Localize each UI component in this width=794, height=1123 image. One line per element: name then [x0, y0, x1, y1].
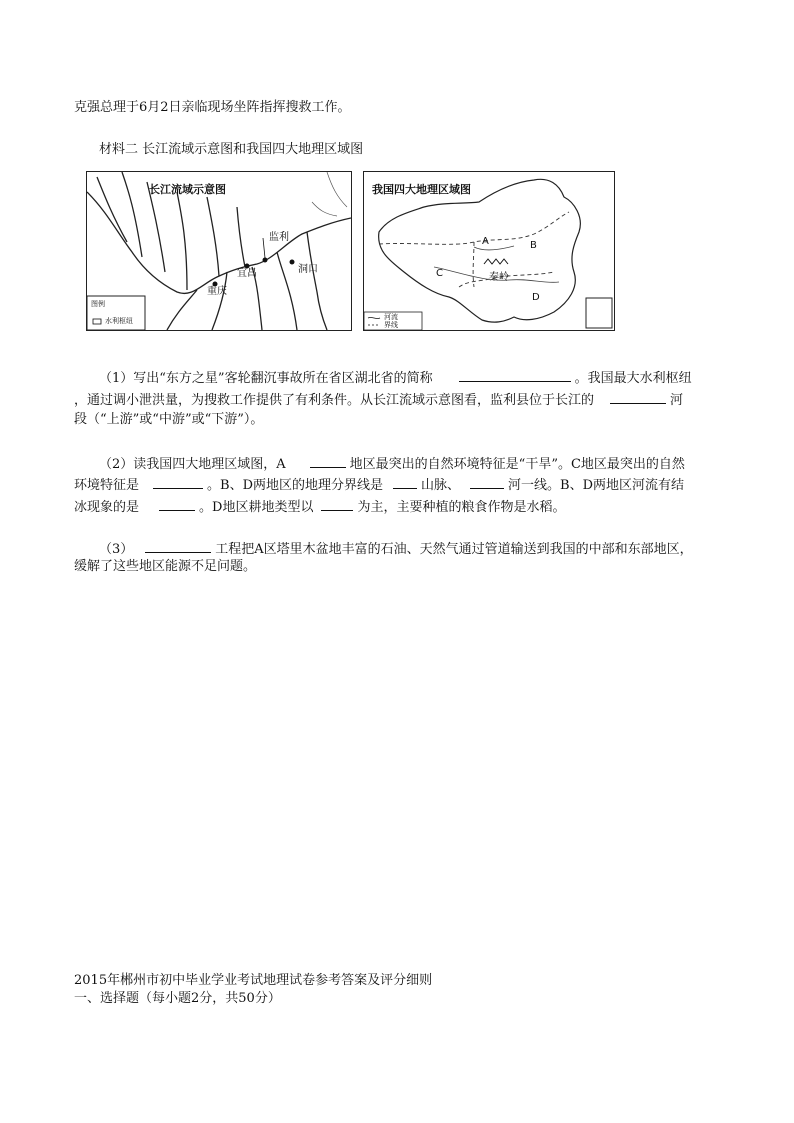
map2-legend-river: 河流	[384, 313, 398, 321]
q1-blank-river-section[interactable]	[610, 390, 666, 404]
map1-legend-item: 水利枢纽	[105, 317, 133, 325]
q2-line2	[74, 475, 684, 495]
map1-place-yichang: 宜昌	[237, 268, 257, 279]
map1-place-chongqing: 重庆	[207, 286, 227, 297]
q2-line1	[99, 454, 685, 474]
dongkou-marker	[290, 260, 295, 265]
china-regions-map	[363, 171, 615, 331]
q2-text-e: 山脉、	[421, 478, 461, 493]
intro-text: 克强总理于6月2日亲临现场坐阵指挥搜救工作。	[74, 100, 351, 115]
q3-line2: 缓解了这些地区能源不足问题。	[74, 559, 257, 574]
q1-line1	[99, 368, 692, 388]
jianli-marker	[263, 258, 268, 263]
q1-text-a: （1）写出“东方之星”客轮翻沉事故所在省区湖北省的简称	[99, 371, 433, 386]
q3-text-b: 工程把A区塔里木盆地丰富的石油、天然气通过管道输送到我国的中部和东部地区，	[215, 542, 693, 557]
q1-line3: 段（“上游”或“中游”或“下游”）。	[74, 412, 264, 427]
q2-text-a: （2）读我国四大地理区域图，A	[99, 457, 286, 472]
region-label-c: C	[436, 268, 443, 279]
answer-title: 2015年郴州市初中毕业学业考试地理试卷参考答案及评分细则	[74, 973, 433, 988]
map2-legend-boundary: 界线	[384, 321, 398, 329]
yangtze-basin-map	[86, 171, 352, 331]
map1-place-jianli: 监利	[269, 232, 289, 243]
q2-text-g: 冰现象的是	[74, 500, 140, 515]
q2-text-c: 环境特征是	[74, 478, 140, 493]
q2-text-b: 地区最突出的自然环境特征是“干旱”。C地区最突出的自然	[349, 457, 685, 472]
q2-blank-mountain[interactable]	[393, 475, 417, 489]
map1-legend-title: 图例	[91, 300, 105, 308]
q2-blank-farmland[interactable]	[321, 497, 353, 511]
q1-line2	[74, 390, 683, 410]
map2-title: 我国四大地理区域图	[372, 183, 471, 196]
region-label-a: A	[482, 236, 489, 247]
q2-text-h: 。D地区耕地类型以	[199, 500, 314, 515]
q2-blank-ice-region[interactable]	[159, 497, 195, 511]
q3-blank-project[interactable]	[145, 539, 211, 553]
answer-section-heading: 一、选择题（每小题2分，共50分）	[74, 991, 281, 1006]
q2-line3	[74, 497, 565, 517]
q3-text-a: （3）	[99, 542, 134, 557]
q2-text-f: 河一线。B、D两地区河流有结	[508, 478, 684, 493]
q3-line1	[99, 539, 693, 559]
q2-blank-river[interactable]	[470, 475, 504, 489]
q1-text-d: 河	[670, 393, 684, 408]
map1-title: 长江流域示意图	[149, 183, 226, 196]
region-label-b: B	[530, 240, 537, 251]
q2-text-d: 。B、D两地区的地理分界线是	[207, 478, 383, 493]
q2-text-i: 为主，主要种植的粮食作物是水稻。	[357, 500, 566, 515]
q1-blank-abbreviation[interactable]	[459, 368, 571, 382]
material-two-title: 材料二 长江流域示意图和我国四大地理区域图	[99, 142, 364, 157]
q1-text-c: ，通过调小泄洪量，为搜救工作提供了有利条件。从长江流域示意图看，监利县位于长江的	[74, 393, 595, 408]
qinling-mountain-symbol	[484, 259, 508, 264]
q2-blank-region-a[interactable]	[310, 454, 346, 468]
map1-place-dongkou: 洞口	[298, 264, 318, 275]
region-label-d: D	[532, 292, 540, 303]
q1-text-b: 。我国最大水利枢纽	[574, 371, 692, 386]
map2-qinling-label: 秦岭	[489, 272, 509, 283]
q2-blank-region-c[interactable]	[153, 475, 203, 489]
